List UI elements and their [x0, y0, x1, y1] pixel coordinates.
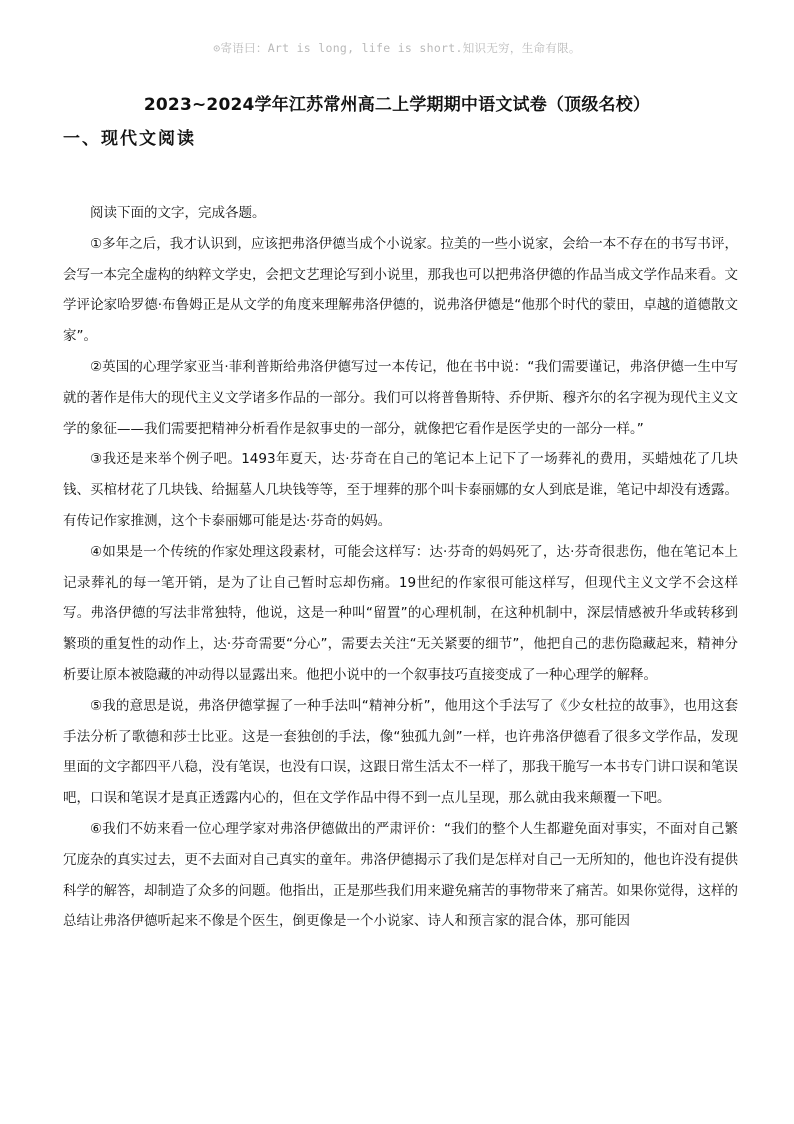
header-motto: ⊙寄语曰：Art is long, life is short.知识无穷，生命有限。 [213, 41, 581, 55]
passage-paragraph-1: ①多年之后，我才认识到，应该把弗洛伊德当成个小说家。拉美的一些小说家，会给一本不存在的书写书评，会写一本完全虚构的纳粹文学史，会把文艺理论写到小说里，那我也可以把弗洛伊德的作品当成文学作品来看。文学评论家哈罗德·布鲁姆正是从文学的角度来理解弗洛伊德的，说弗洛伊德是“他那个时代的蒙田，卓越的道德散文家”。 [63, 235, 738, 345]
passage-paragraph-4: ④如果是一个传统的作家处理这段素材，可能会这样写：达·芬奇的妈妈死了，达·芬奇很悲伤，他在笔记本上记录葬礼的每一笔开销，是为了让自己暂时忘却伤痛。19世纪的作家很可能这样写，但现代主义文学不会这样写。弗洛伊德的写法非常独特，他说，这是一种叫“留置”的心理机制，在这种机制中，深层情感被升华或转移到繁琐的重复性的动作上，达·芬奇需要“分心”，需要去关注“无关紧要的细节”，他把自己的悲伤隐藏起来，精神分析要让原本被隐藏的冲动得以显露出来。他把小说中的一个叙事技巧直接变成了一种心理学的解释。 [63, 543, 738, 683]
instruction-paragraph: 阅读下面的文字，完成各题。 [90, 205, 266, 221]
passage-paragraph-2: ②英国的心理学家亚当·菲利普斯给弗洛伊德写过一本传记，他在书中说：“我们需要谨记，弗洛伊德一生中写就的著作是伟大的现代主义文学诸多作品的一部分。我们可以将普鲁斯特、乔伊斯、穆齐尔的名字视为现代主义文学的象征——我们需要把精神分析看作是叙事史的一部分，就像把它看作是医学史的一部分一样。” [63, 358, 738, 437]
passage-paragraph-3: ③我还是来举个例子吧。1493年夏天，达·芬奇在自己的笔记本上记下了一场葬礼的费用，买蜡烛花了几块钱、买棺材花了几块钱、给掘墓人几块钱等等，至于埋葬的那个叫卡泰丽娜的女人到底是谁，笔记中却没有透露。有传记作家推测，这个卡泰丽娜可能是达·芬奇的妈妈。 [63, 451, 738, 529]
passage-paragraph-5: ⑤我的意思是说，弗洛伊德掌握了一种手法叫“精神分析”，他用这个手法写了《少女杜拉的故事》，也用这套手法分析了歌德和莎士比亚。这是一套独创的手法，像“独孤九剑”一样，也许弗洛伊德看了很多文学作品，发现里面的文字都四平八稳，没有笔误，也没有口误，这跟日常生活太不一样了，那我干脆写一本书专门讲口误和笔误吧，口误和笔误才是真正透露内心的，但在文学作品中得不到一点儿呈现，那么就由我来颠覆一下吧。 [63, 697, 738, 807]
document-title: 2023~2024学年江苏常州高二上学期期中语文试卷（顶级名校） [143, 95, 651, 115]
section-title: 一、现代文阅读 [63, 129, 196, 149]
passage-paragraph-6: ⑥我们不妨来看一位心理学家对弗洛伊德做出的严肃评价：“我们的整个人生都避免面对事实，不面对自己繁冗庞杂的真实过去，更不去面对自己真实的童年。弗洛伊德揭示了我们是怎样对自己一无所知的，他也许没有提供科学的解答，却制造了众多的问题。他指出，正是那些我们用来避免痛苦的事物带来了痛苦。如果你觉得，这样的总结让弗洛伊德听起来不像是个医生，倒更像是一个小说家、诗人和预言家的混合体，那可能因 [63, 820, 738, 930]
reading-passage [63, 198, 738, 937]
